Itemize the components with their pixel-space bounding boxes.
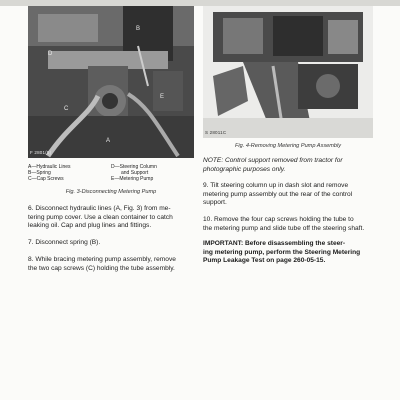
legend-d-cont: and Support: [121, 170, 149, 177]
step-6-line-1: 6. Disconnect hydraulic lines (A, Fig. 3) from me-: [28, 205, 171, 212]
step-8-line-2: the two cap screws (C) holding the tube assembly.: [28, 264, 175, 272]
step-7: [28, 239, 198, 248]
legend-d: D—Steering Column: [111, 164, 157, 170]
figure-3-ref-label: F 2801(5): [30, 150, 52, 155]
figure-3-photo: [28, 6, 194, 158]
step-8: [28, 256, 198, 273]
figure-4-ref-label: S 28011C: [205, 130, 227, 135]
step-10-line-1: 10. Remove the four cap screws holding the tube to: [203, 216, 354, 223]
figure-4-photo: [203, 6, 373, 138]
note-line-2: photographic purposes only.: [203, 165, 286, 173]
step-10: [203, 216, 378, 233]
step-9-line-1: 9. Tilt steering column up in dash slot and remove: [203, 182, 349, 189]
legend-e: E—Metering Pump: [111, 176, 154, 183]
step-6-line-3: leaking oil. Cap and plug lines and fittings.: [28, 222, 152, 230]
step-6-line-2: tering pump cover. Use a clean container to catch: [28, 213, 173, 221]
note-line-1: NOTE: Control support removed from tractor for: [203, 157, 343, 164]
legend-b: B—Spring: [28, 170, 51, 177]
step-7-line-1: 7. Disconnect spring (B).: [28, 239, 101, 246]
figure-3-illustration: [28, 6, 194, 158]
important-line-1: IMPORTANT: Before disassembling the steer-: [203, 240, 346, 247]
step-9-line-2: metering pump assembly out the rear of the control: [203, 190, 353, 198]
important-line-2: ing metering pump, perform the Steering Metering: [203, 248, 361, 256]
callout-e: E: [160, 94, 165, 100]
note: [203, 157, 378, 174]
callout-b: B: [136, 26, 141, 32]
callout-c: C: [64, 106, 69, 112]
step-9-line-3: support.: [203, 199, 227, 207]
callout-a: A: [106, 138, 111, 144]
figure-3-caption: Fig. 3-Disconnecting Metering Pump: [65, 189, 157, 195]
legend-c: C—Cap Screws: [28, 176, 64, 183]
callout-d: D: [48, 51, 53, 57]
step-9: [203, 182, 378, 208]
step-10-line-2: the metering pump and slide tube off the steering shaft.: [203, 224, 365, 232]
important-line-3: Pump Leakage Test on page 260-05-15.: [203, 257, 326, 265]
figure-4-caption: Fig. 4-Removing Metering Pump Assembly: [234, 143, 342, 149]
step-8-line-1: 8. While bracing metering pump assembly, remove: [28, 256, 176, 263]
legend-a: A—Hydraulic Lines: [28, 164, 71, 170]
step-6: [28, 205, 198, 231]
important-notice: [203, 240, 378, 266]
figure-4-illustration: [203, 6, 373, 138]
